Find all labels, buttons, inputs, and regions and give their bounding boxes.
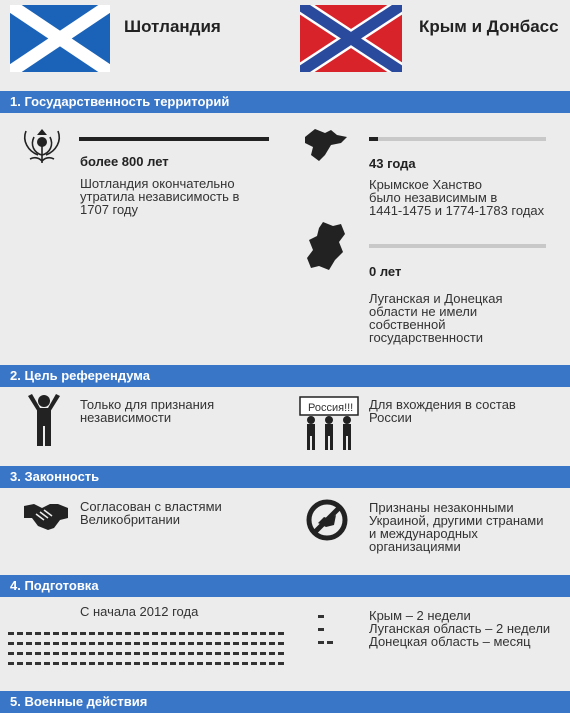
timeline-dash [62, 642, 68, 645]
scotland-statehood-value: более 800 лет [80, 154, 169, 169]
crimea-statehood-bar [369, 137, 378, 141]
timeline-dash [215, 642, 221, 645]
legality-crimea-line4: организациями [369, 539, 461, 554]
timeline-dash [116, 642, 122, 645]
timeline-dash [179, 662, 185, 665]
timeline-dash [233, 662, 239, 665]
timeline-dash [98, 632, 104, 635]
timeline-dash [215, 652, 221, 655]
timeline-dash [71, 642, 77, 645]
scotland-statehood-bar [79, 137, 269, 141]
timeline-dash [134, 662, 140, 665]
timeline-dash [251, 642, 257, 645]
timeline-dash [278, 652, 284, 655]
timeline-dash [107, 662, 113, 665]
lugansk-prep-marker [318, 628, 324, 631]
timeline-dash [143, 662, 149, 665]
scotland-flag [10, 5, 110, 72]
timeline-dash [71, 652, 77, 655]
timeline-dash [53, 632, 59, 635]
timeline-dash [278, 662, 284, 665]
prohibited-icon [306, 499, 348, 541]
novorossiya-flag [300, 5, 402, 72]
timeline-dash [8, 662, 14, 665]
scotland-statehood-line3: 1707 году [80, 202, 139, 217]
crimea-statehood-line1: Крымское Ханство [369, 177, 483, 192]
referendum-scotland-line1: Только для признания [80, 397, 215, 412]
timeline-dash [53, 652, 59, 655]
timeline-dash [188, 632, 194, 635]
timeline-dash [125, 642, 131, 645]
timeline-dash [197, 632, 203, 635]
timeline-dash [107, 632, 113, 635]
timeline-dash [134, 632, 140, 635]
timeline-dash [125, 632, 131, 635]
timeline-dash [242, 662, 248, 665]
timeline-dash [170, 662, 176, 665]
crimea-map-icon [301, 125, 351, 163]
timeline-dash [161, 652, 167, 655]
timeline-dash [251, 632, 257, 635]
timeline-dash [17, 662, 23, 665]
thistle-icon [20, 123, 64, 167]
timeline-dash [152, 662, 158, 665]
timeline-dash [197, 662, 203, 665]
timeline-dash [8, 652, 14, 655]
referendum-scotland-line2: независимости [80, 410, 172, 425]
timeline-dash [44, 652, 50, 655]
timeline-dash [71, 662, 77, 665]
timeline-dash [26, 662, 32, 665]
timeline-dash [269, 632, 275, 635]
timeline-dash [215, 632, 221, 635]
timeline-dash [80, 642, 86, 645]
timeline-dash [197, 652, 203, 655]
timeline-dash [161, 662, 167, 665]
timeline-dash [35, 642, 41, 645]
timeline-dash [107, 652, 113, 655]
legality-crimea-line3: и международных [369, 526, 478, 541]
timeline-dash [206, 642, 212, 645]
timeline-dash [89, 652, 95, 655]
timeline-dash [98, 642, 104, 645]
timeline-dash [251, 662, 257, 665]
section-1-band: 1. Государственность территорий [0, 91, 570, 113]
timeline-dash [179, 632, 185, 635]
timeline-dash [143, 632, 149, 635]
scotland-statehood-line1: Шотландия окончательно [80, 176, 235, 191]
timeline-dash [89, 662, 95, 665]
timeline-dash [89, 632, 95, 635]
timeline-dash [62, 632, 68, 635]
timeline-dash [35, 632, 41, 635]
timeline-dash [71, 632, 77, 635]
timeline-dash [44, 642, 50, 645]
timeline-dash [152, 652, 158, 655]
timeline-dash [260, 632, 266, 635]
timeline-dash [242, 632, 248, 635]
timeline-dash [8, 632, 14, 635]
timeline-dash [170, 652, 176, 655]
timeline-dash [107, 642, 113, 645]
timeline-dash [188, 662, 194, 665]
preparation-donetsk: Донецкая область – месяц [369, 634, 531, 649]
timeline-dash [269, 662, 275, 665]
timeline-dash [233, 652, 239, 655]
timeline-dash [143, 642, 149, 645]
timeline-dash [53, 662, 59, 665]
timeline-dash [260, 662, 266, 665]
timeline-dash [80, 632, 86, 635]
preparation-scotland-text: С начала 2012 года [80, 604, 199, 619]
timeline-dash [269, 652, 275, 655]
timeline-dash [224, 642, 230, 645]
person-arms-up-icon [26, 394, 62, 446]
donbass-statehood-line3: собственной [369, 317, 446, 332]
donetsk-prep-marker-1 [318, 641, 324, 644]
timeline-dash [188, 652, 194, 655]
timeline-dash [26, 652, 32, 655]
donbass-statehood-line1: Луганская и Донецкая [369, 291, 503, 306]
timeline-dash [116, 652, 122, 655]
timeline-dash [98, 662, 104, 665]
timeline-dash [17, 642, 23, 645]
section-2-band: 2. Цель референдума [0, 365, 570, 387]
referendum-crimea-line2: России [369, 410, 412, 425]
section-5-band: 5. Военные действия [0, 691, 570, 713]
timeline-dash [242, 642, 248, 645]
timeline-dash [8, 642, 14, 645]
timeline-dash [26, 632, 32, 635]
timeline-dash [206, 632, 212, 635]
handshake-icon [24, 500, 68, 530]
legality-scotland-line1: Согласован с властями [80, 499, 222, 514]
preparation-scotland-timeline [8, 632, 288, 668]
timeline-dash [224, 652, 230, 655]
legality-scotland-line2: Великобритании [80, 512, 181, 527]
timeline-dash [44, 662, 50, 665]
timeline-dash [53, 642, 59, 645]
legality-crimea-line1: Признаны незаконными [369, 500, 514, 515]
scotland-title: Шотландия [124, 17, 221, 36]
timeline-dash [152, 632, 158, 635]
timeline-dash [170, 632, 176, 635]
legality-crimea-line2: Украиной, другими странами [369, 513, 544, 528]
timeline-dash [260, 642, 266, 645]
crimea-statehood-line2: было независимым в [369, 190, 498, 205]
crimea-statehood-value: 43 года [369, 156, 416, 171]
timeline-dash [161, 642, 167, 645]
timeline-dash [233, 632, 239, 635]
timeline-dash [278, 642, 284, 645]
timeline-dash [17, 652, 23, 655]
timeline-dash [116, 632, 122, 635]
protest-sign-text: Россия!!! [308, 402, 354, 414]
timeline-dash [251, 652, 257, 655]
timeline-dash [188, 642, 194, 645]
preparation-crimea: Крым – 2 недели [369, 608, 471, 623]
timeline-dash [179, 642, 185, 645]
timeline-dash [242, 652, 248, 655]
section-3-band: 3. Законность [0, 466, 570, 488]
timeline-dash [224, 662, 230, 665]
referendum-crimea-line1: Для вхождения в состав [369, 397, 516, 412]
scotland-statehood-line2: утратила независимость в [80, 189, 240, 204]
timeline-dash [62, 652, 68, 655]
timeline-dash [80, 652, 86, 655]
timeline-dash [143, 652, 149, 655]
timeline-dash [206, 652, 212, 655]
timeline-dash [80, 662, 86, 665]
timeline-dash [116, 662, 122, 665]
crimea-statehood-bar-track [369, 137, 546, 141]
timeline-dash [26, 642, 32, 645]
timeline-dash [62, 662, 68, 665]
timeline-dash [152, 642, 158, 645]
donetsk-prep-marker-2 [327, 641, 333, 644]
donbass-statehood-line4: государственности [369, 330, 484, 345]
donbass-map-icon [305, 220, 347, 272]
timeline-dash [215, 662, 221, 665]
timeline-dash [35, 652, 41, 655]
crimea-statehood-line3: 1441-1475 и 1774-1783 годах [369, 203, 545, 218]
timeline-dash [278, 632, 284, 635]
crimea-donbass-title: Крым и Донбасс [419, 17, 559, 36]
timeline-dash [134, 652, 140, 655]
section-4-band: 4. Подготовка [0, 575, 570, 597]
crimea-prep-marker [318, 615, 324, 618]
timeline-dash [224, 632, 230, 635]
donbass-statehood-value: 0 лет [369, 264, 402, 279]
donbass-statehood-bar-track [369, 244, 546, 248]
timeline-dash [125, 652, 131, 655]
timeline-dash [197, 642, 203, 645]
timeline-dash [98, 652, 104, 655]
timeline-dash [260, 652, 266, 655]
timeline-dash [134, 642, 140, 645]
timeline-dash [233, 642, 239, 645]
timeline-dash [17, 632, 23, 635]
timeline-dash [170, 642, 176, 645]
timeline-dash [125, 662, 131, 665]
timeline-dash [35, 662, 41, 665]
timeline-dash [161, 632, 167, 635]
donbass-statehood-line2: области не имели [369, 304, 478, 319]
timeline-dash [44, 632, 50, 635]
timeline-dash [179, 652, 185, 655]
timeline-dash [269, 642, 275, 645]
timeline-dash [89, 642, 95, 645]
timeline-dash [206, 662, 212, 665]
preparation-lugansk: Луганская область – 2 недели [369, 621, 551, 636]
